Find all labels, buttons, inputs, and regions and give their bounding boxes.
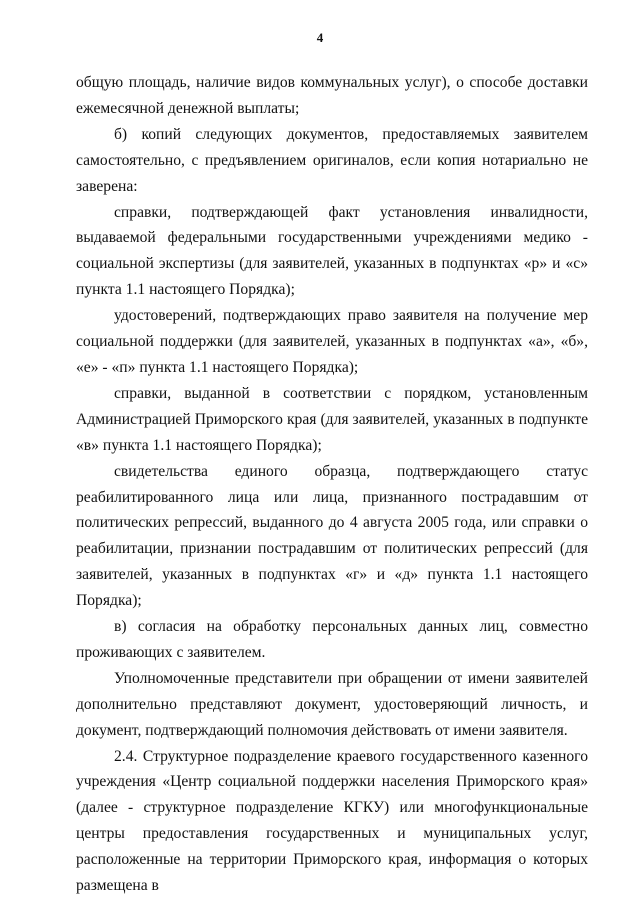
paragraph-section-2-4: 2.4. Структурное подразделение краевого государственного казенного учреждения «Центр социальной поддержки населения Приморского края» (далее - структурное подразделение КГКУ) или многофункциональные центры предоставления государственных и муниципальных услуг, расположенные на территории Приморского края, информация о которых размещена в [76,747,588,895]
paragraph-administration-certificate: справки, выданной в соответствии с порядком, установленным Администрацией Приморского края (для заявителей, указанных в подпункте «в» пункта 1.1 настоящего Порядка); [76,384,588,454]
paragraph-representatives: Уполномоченные представители при обращении от имени заявителей дополнительно представляют документ, удостоверяющий личность, и документ, подтверждающий полномочия действовать от имени заявителя. [76,669,588,739]
paragraph-support-certificates: удостоверений, подтверждающих право заявителя на получение мер социальной поддержки (для заявителей, указанных в подпунктах «а», «б», «е» - «п» пункта 1.1 настоящего Порядка); [76,307,588,376]
paragraph-item-v: в) согласия на обработку персональных данных лиц, совместно проживающих с заявителем. [76,618,588,661]
paragraph-rehabilitation-certificate: свидетельства единого образца, подтверждающего статус реабилитированного лица или лица, признанного пострадавшим от политических репрессий, выданного до 4 августа 2005 года, или справки о реабилитации, признании пострадавшим от политических репрессий (для заявителей, указанных в подпунктах «г» и «д» пункта 1.1 настоящего Порядка); [76,462,588,610]
page-number: 4 [316,30,324,45]
document-body [76,70,588,899]
paragraph-continuation: общую площадь, наличие видов коммунальных услуг), о способе доставки ежемесячной денежной выплаты; [76,74,588,117]
paragraph-disability-certificate: справки, подтверждающей факт установления инвалидности, выдаваемой федеральными государственными учреждениями медико - социальной экспертизы (для заявителей, указанных в подпунктах «р» и «с» пункта 1.1 настоящего Порядка); [76,203,588,299]
paragraph-item-b: б) копий следующих документов, предоставляемых заявителем самостоятельно, с предъявлением оригиналов, если копия нотариально не заверена: [76,125,588,195]
